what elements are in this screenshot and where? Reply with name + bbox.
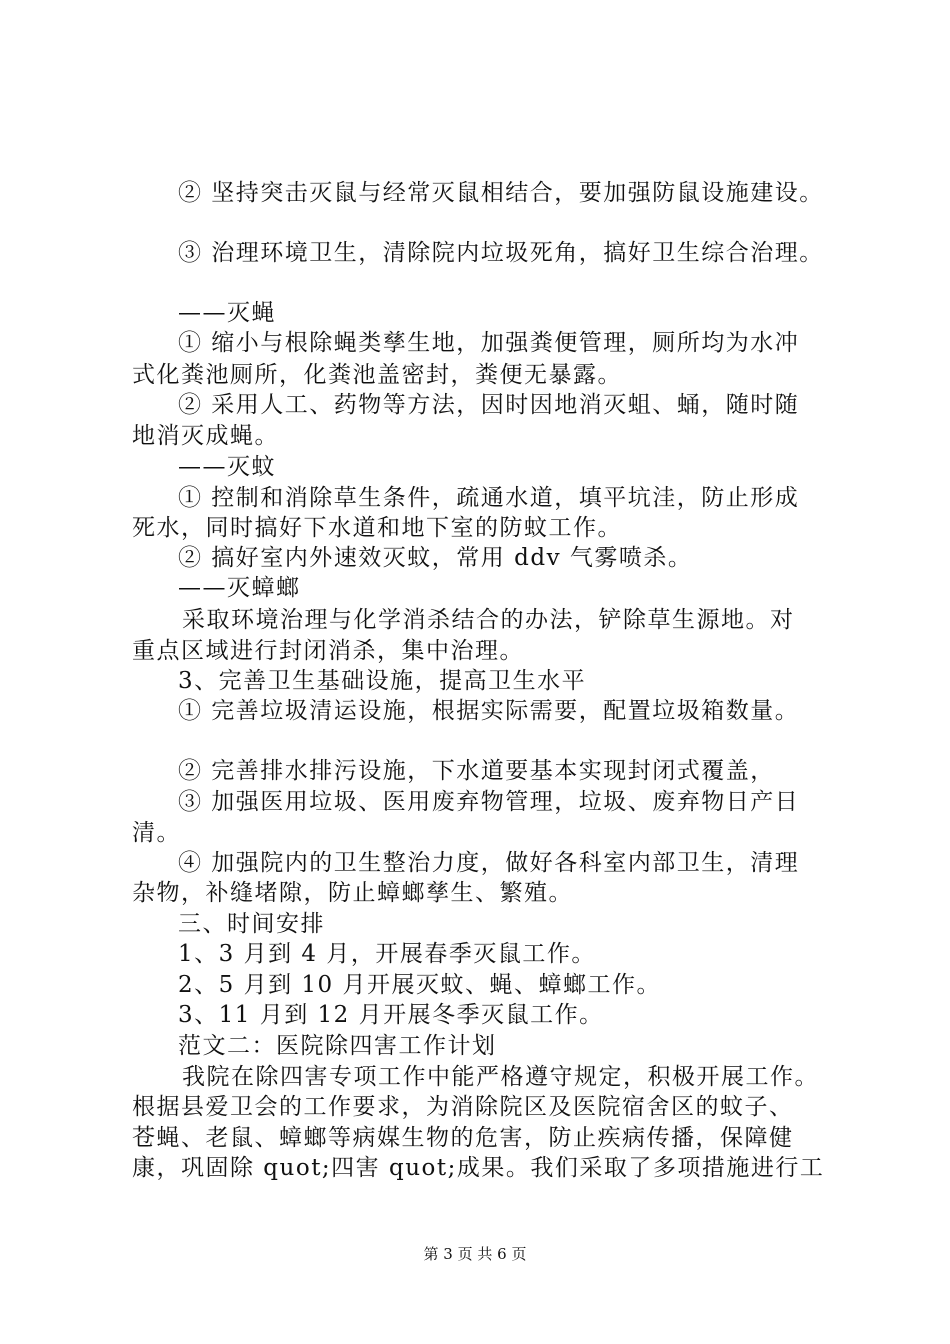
text-line: 重点区域进行封闭消杀，集中治理。 xyxy=(132,638,524,664)
text-line: 杂物，补缝堵隙，防止蟑螂孳生、繁殖。 xyxy=(132,880,573,906)
text-line: ① 完善垃圾清运设施，根据实际需要，配置垃圾箱数量。 xyxy=(178,698,800,724)
text-line: 根据县爱卫会的工作要求，为消除院区及医院宿舍区的蚊子、 xyxy=(132,1094,794,1120)
text-line: ——灭蝇 xyxy=(178,300,276,326)
text-line: ③ 治理环境卫生，清除院内垃圾死角，搞好卫生综合治理。 xyxy=(178,240,824,266)
text-line: ② 坚持突击灭鼠与经常灭鼠相结合，要加强防鼠设施建设。 xyxy=(178,180,824,206)
text-line: 我院在除四害专项工作中能严格遵守规定，积极开展工作。 xyxy=(182,1064,819,1090)
text-line: 康，巩固除 quot;四害 quot;成果。我们采取了多项措施进行工 xyxy=(132,1155,825,1181)
text-line: 3、完善卫生基础设施，提高卫生水平 xyxy=(178,668,587,694)
text-line: 1、3 月到 4 月，开展春季灭鼠工作。 xyxy=(178,941,596,967)
text-line: 苍蝇、老鼠、蟑螂等病媒生物的危害，防止疾病传播，保障健 xyxy=(132,1125,794,1151)
text-line: ③ 加强医用垃圾、医用废弃物管理，垃圾、废弃物日产日 xyxy=(178,789,800,815)
text-line: 清。 xyxy=(132,820,181,846)
text-line: ——灭蟑螂 xyxy=(178,575,301,601)
section-heading: 范文二：医院除四害工作计划 xyxy=(178,1033,497,1059)
text-line: ④ 加强院内的卫生整治力度，做好各科室内部卫生，清理 xyxy=(178,850,800,876)
section-heading: 三、时间安排 xyxy=(178,911,325,937)
text-line: ① 缩小与根除蝇类孳生地，加强粪便管理，厕所均为水冲 xyxy=(178,330,800,356)
text-line: ① 控制和消除草生条件，疏通水道，填平坑洼，防止形成 xyxy=(178,485,800,511)
text-line: 3、11 月到 12 月开展冬季灭鼠工作。 xyxy=(178,1002,604,1028)
text-line: 2、5 月到 10 月开展灭蚊、蝇、蟑螂工作。 xyxy=(178,972,661,998)
text-line: ——灭蚊 xyxy=(178,454,276,480)
text-line: 采取环境治理与化学消杀结合的办法，铲除草生源地。对 xyxy=(182,607,795,633)
text-line: ② 完善排水排污设施，下水道要基本实现封闭式覆盖， xyxy=(178,758,775,784)
text-line: 式化粪池厕所，化粪池盖密封，粪便无暴露。 xyxy=(132,362,622,388)
text-line: 死水，同时搞好下水道和地下室的防蚊工作。 xyxy=(132,515,622,541)
text-line: 地消灭成蝇。 xyxy=(132,423,279,449)
text-line: ② 采用人工、药物等方法，因时因地消灭蛆、蛹，随时随 xyxy=(178,392,800,418)
text-line: ② 搞好室内外速效灭蚊，常用 ddv 气雾喷杀。 xyxy=(178,545,693,571)
page-number-footer: 第 3 页 共 6 页 xyxy=(423,1245,527,1263)
